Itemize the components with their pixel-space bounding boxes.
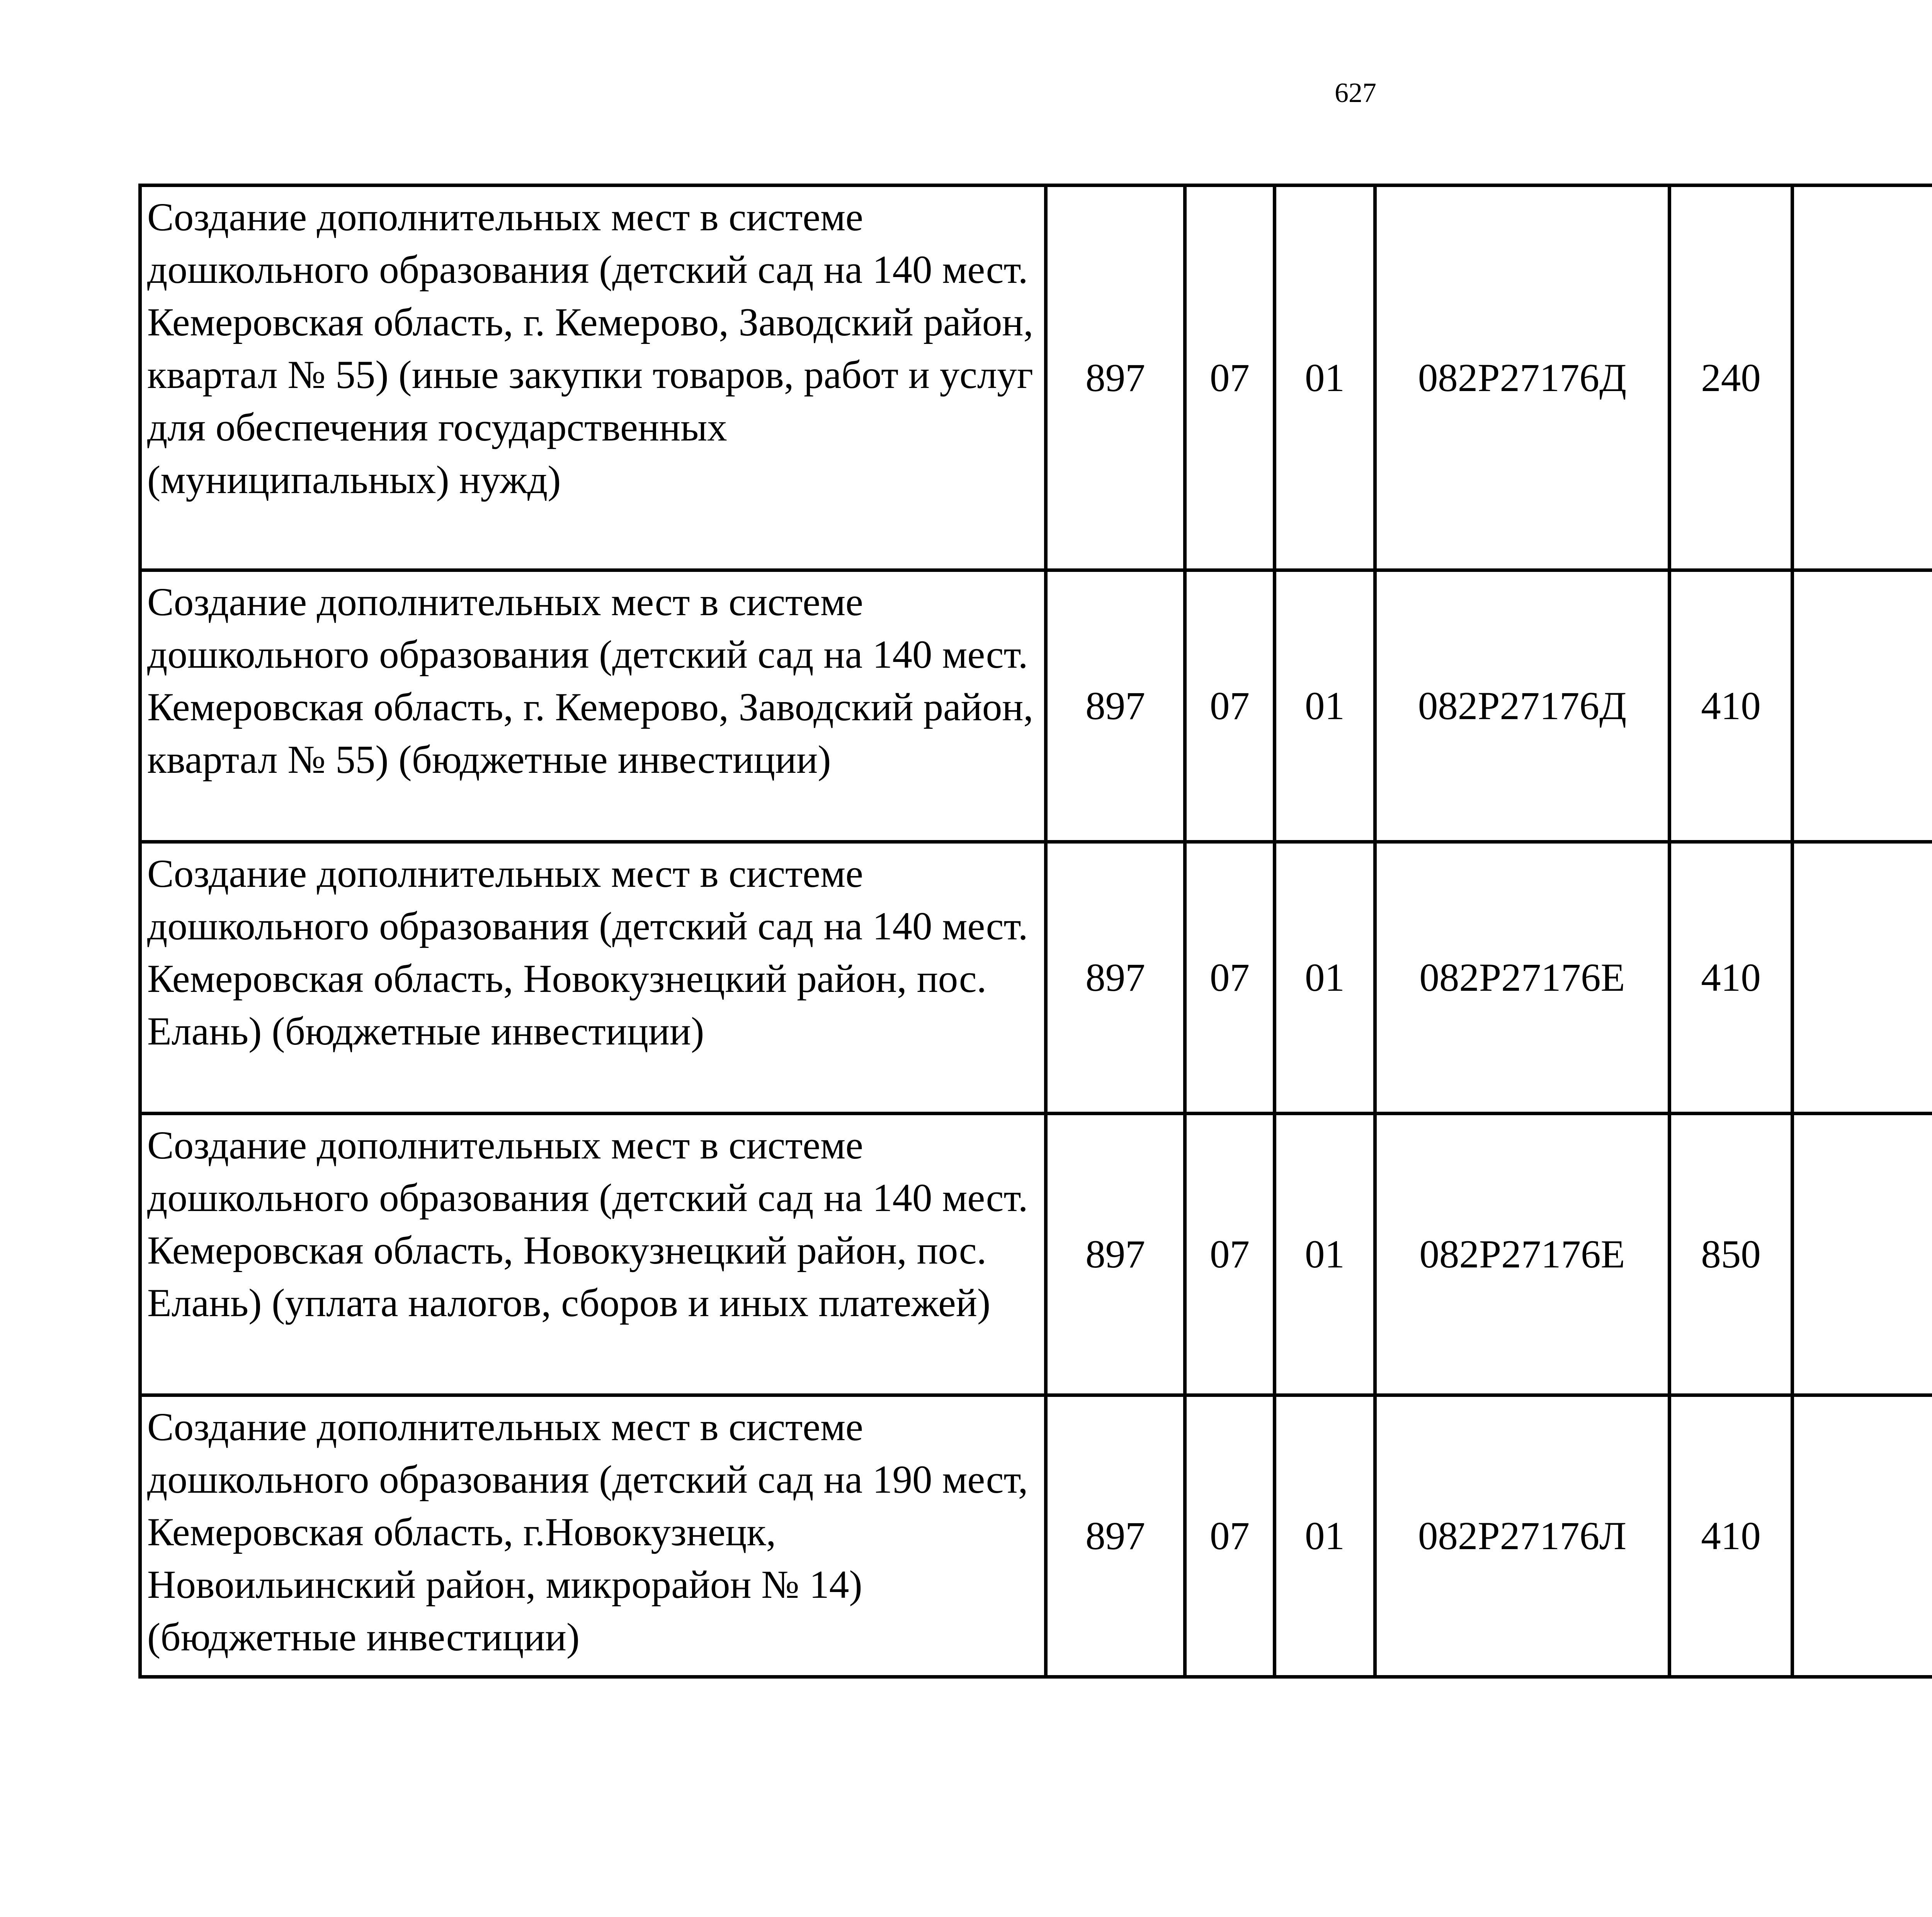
grbs-code: 897 [1046,1395,1185,1677]
target-article-code: 082P27176Е [1375,1114,1670,1395]
target-article-code: 082P27176Е [1375,842,1670,1114]
section-code: 07 [1185,570,1275,842]
section-code: 07 [1185,1395,1275,1677]
subsection-code: 01 [1275,1395,1375,1677]
grbs-code: 897 [1046,185,1185,570]
subsection-code: 01 [1275,842,1375,1114]
section-code: 07 [1185,842,1275,1114]
table-row [140,842,1932,1114]
amount-1 [1793,842,1932,1114]
budget-table [138,184,1932,1679]
subsection-code: 01 [1275,185,1375,570]
expense-type-code: 410 [1670,570,1793,842]
grbs-code: 897 [1046,842,1185,1114]
table-row [140,1395,1932,1677]
section-code: 07 [1185,1114,1275,1395]
amount-1 [1793,570,1932,842]
table-row [140,185,1932,570]
row-description: Создание дополнительных мест в системе дошкольного образования (детский сад на 140 мест. Кемеровская область, Новокузнецкий район, пос. Елань) (бюджетные инвестиции) [140,842,1046,1114]
expense-type-code: 410 [1670,842,1793,1114]
amount-1 [1793,1395,1932,1677]
target-article-code: 082P27176Д [1375,185,1670,570]
row-description: Создание дополнительных мест в системе дошкольного образования (детский сад на 190 мест, Кемеровская область, г.Новокузнецк, Новоильинский район, микрорайон № 14) (бюджетные инвестиции) [140,1395,1046,1677]
target-article-code: 082P27176Д [1375,570,1670,842]
amount-1 [1793,1114,1932,1395]
amount-1 [1793,185,1932,570]
row-description: Создание дополнительных мест в системе дошкольного образования (детский сад на 140 мест. Кемеровская область, Новокузнецкий район, пос. Елань) (уплата налогов, сборов и иных платежей) [140,1114,1046,1395]
expense-type-code: 410 [1670,1395,1793,1677]
table-row [140,1114,1932,1395]
expense-type-code: 850 [1670,1114,1793,1395]
row-description: Создание дополнительных мест в системе дошкольного образования (детский сад на 140 мест. Кемеровская область, г. Кемерово, Заводский район, квартал № 55) (бюджетные инвестиции) [140,570,1046,842]
grbs-code: 897 [1046,1114,1185,1395]
grbs-code: 897 [1046,570,1185,842]
row-description: Создание дополнительных мест в системе дошкольного образования (детский сад на 140 мест. Кемеровская область, г. Кемерово, Заводский район, квартал № 55) (иные закупки товаров, работ и услуг для обеспечения государственных (муниципальных) нужд) [140,185,1046,570]
table-row [140,570,1932,842]
page-number: 627 [1335,77,1376,108]
expense-type-code: 240 [1670,185,1793,570]
subsection-code: 01 [1275,570,1375,842]
subsection-code: 01 [1275,1114,1375,1395]
target-article-code: 082P27176Л [1375,1395,1670,1677]
section-code: 07 [1185,185,1275,570]
